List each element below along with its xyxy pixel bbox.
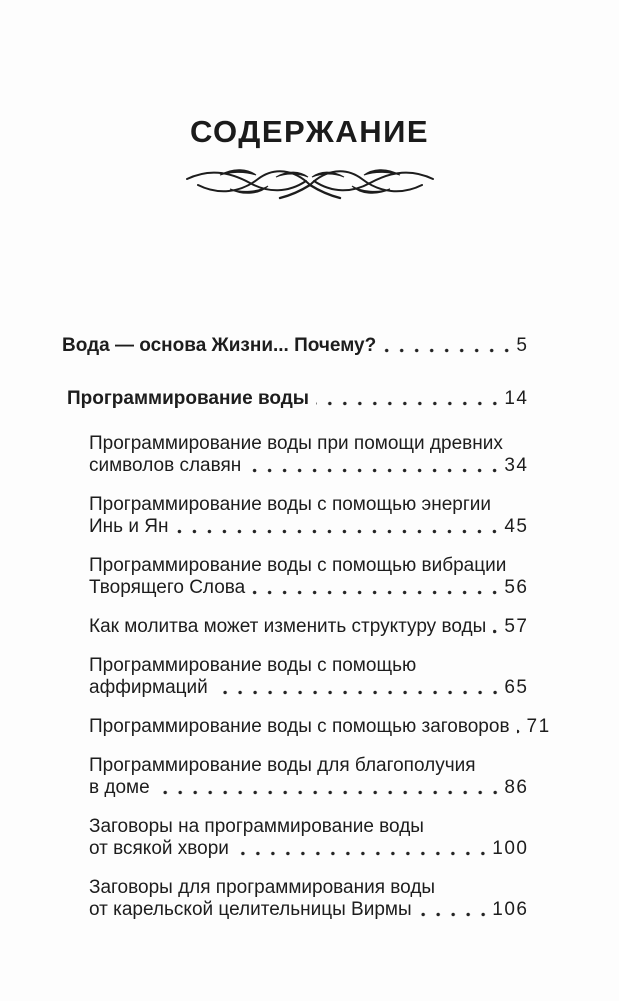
toc-entry-row (89, 899, 527, 921)
toc-entry (89, 816, 527, 860)
toc-entry-row (89, 455, 527, 477)
toc-entry-row (89, 577, 527, 599)
toc-entry-page-number: 65 (504, 677, 529, 698)
toc-entry-page-number: 57 (504, 616, 529, 637)
toc-entry (89, 655, 527, 699)
dot-leader (383, 335, 516, 357)
toc-entry (89, 555, 527, 599)
page-title: СОДЕРЖАНИЕ (189, 114, 430, 149)
table-of-contents (0, 335, 619, 921)
toc-entry-page-number: 100 (492, 838, 529, 859)
toc-entry-title-line2: Инь и Ян (89, 516, 169, 537)
toc-entry-title-line2: Творящего Слова (89, 577, 246, 598)
dot-leader (252, 577, 504, 599)
toc-entry-page-number: 106 (492, 899, 529, 920)
dot-leader (419, 899, 493, 921)
flourish-divider-icon (184, 163, 436, 207)
toc-entry-page-number: 14 (504, 388, 529, 409)
toc-entry-row (89, 716, 551, 738)
toc-entry-title: Как молитва может изменить структуру воды (89, 616, 487, 637)
toc-entry-title: Программирование воды с помощью заговоров (89, 716, 510, 737)
toc-entry-title-line1: Заговоры на программирование воды (89, 816, 424, 837)
toc-entry-row (89, 777, 527, 799)
toc-entry (67, 388, 527, 410)
dot-leader (215, 677, 505, 699)
toc-entry (89, 716, 551, 738)
toc-entry (62, 335, 527, 357)
toc-entry-row (89, 838, 527, 860)
dot-leader (175, 516, 504, 538)
toc-entry-title-line2: от всякой хвори (89, 838, 229, 859)
dot-leader (517, 716, 527, 738)
toc-entry-page-number: 45 (504, 516, 529, 537)
dot-leader (157, 777, 505, 799)
toc-entry (89, 616, 527, 638)
toc-entry-row (89, 516, 527, 538)
toc-entry-row (89, 616, 527, 638)
dot-leader (493, 616, 504, 638)
toc-entry-page-number: 34 (504, 455, 529, 476)
toc-entry-title-line1: Программирование воды с помощью вибрации (89, 555, 507, 576)
toc-entry (89, 494, 527, 538)
toc-entry-title-line1: Программирование воды при помощи древних (89, 433, 503, 454)
toc-entry-title: Вода — основа Жизни... Почему? (62, 335, 377, 356)
toc-entry-row (62, 335, 527, 357)
toc-entry-title-line2: символов славян (89, 455, 242, 476)
toc-entry-row (67, 388, 527, 410)
toc-entry-title-line2: аффирмаций (89, 677, 208, 698)
toc-entry-title-line2: от карельской целительницы Вирмы (89, 899, 412, 920)
toc-entry-page-number: 86 (504, 777, 529, 798)
toc-entry-title-line1: Программирование воды для благополучия (89, 755, 476, 776)
dot-leader (236, 838, 492, 860)
toc-entry-page-number: 71 (526, 716, 551, 737)
toc-entry-title-line1: Заговоры для программирования воды (89, 877, 436, 898)
dot-leader (316, 388, 504, 410)
toc-entry-title-line1: Программирование воды с помощью энергии (89, 494, 491, 515)
toc-entry (89, 755, 527, 799)
toc-entry (89, 877, 527, 921)
toc-entry-title-line1: Программирование воды с помощью (89, 655, 417, 676)
toc-entry-page-number: 5 (516, 335, 529, 356)
toc-entry-page-number: 56 (504, 577, 529, 598)
toc-entry (89, 433, 527, 477)
toc-entry-title-line2: в доме (89, 777, 150, 798)
dot-leader (248, 455, 504, 477)
toc-entry-row (89, 677, 527, 699)
toc-entry-title: Программирование воды (67, 388, 310, 409)
